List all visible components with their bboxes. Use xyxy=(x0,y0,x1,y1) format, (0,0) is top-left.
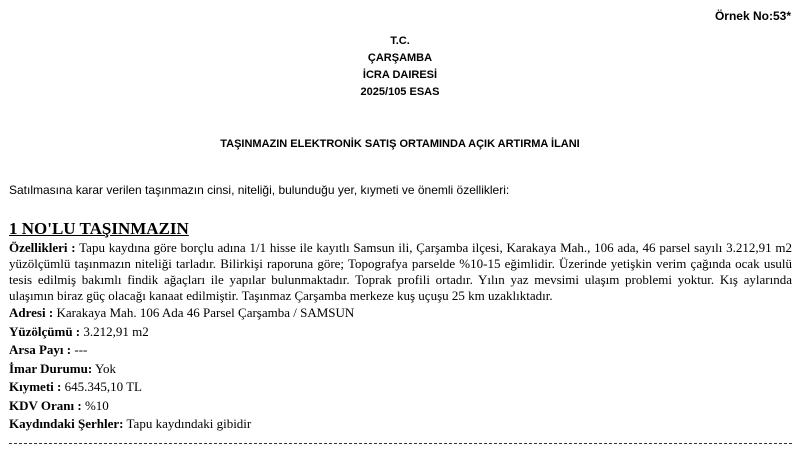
field-value: --- xyxy=(71,342,88,357)
features-label: Özellikleri : xyxy=(9,240,76,255)
header-line-case-no: 2025/105 ESAS xyxy=(360,86,440,98)
property-section xyxy=(9,219,792,434)
field-vat-rate xyxy=(9,397,792,416)
field-area xyxy=(9,323,792,342)
header-line-city: ÇARŞAMBA xyxy=(367,52,433,64)
field-value: Tapu kaydındaki gibidir xyxy=(123,416,252,431)
property-features xyxy=(9,240,792,304)
field-label: KDV Oranı : xyxy=(9,397,82,413)
field-value: 3.212,91 m2 xyxy=(80,323,149,339)
field-label: İmar Durumu: xyxy=(9,360,93,376)
field-zoning xyxy=(9,360,792,379)
field-value: Karakaya Mah. 106 Ada 46 Parsel Çarşamba / SAMSUN xyxy=(53,305,355,320)
field-address xyxy=(9,304,792,323)
field-value: Yok xyxy=(92,360,117,376)
field-land-share xyxy=(9,341,792,360)
field-label: Kıymeti : xyxy=(9,379,62,394)
field-value: %10 xyxy=(81,397,109,413)
sample-number: Örnek No:53* xyxy=(714,9,791,23)
field-label: Arsa Payı : xyxy=(9,342,72,357)
field-label: Adresi : xyxy=(9,305,54,320)
court-header xyxy=(0,33,800,101)
field-value-amount xyxy=(9,378,792,397)
field-value: 645.345,10 TL xyxy=(61,379,142,394)
features-text: Tapu kaydına göre borçlu adına 1/1 hisse ile kayıtlı Samsun ili, Çarşamba ilçesi, Karakaya Mah., 106 ada, 46 parsel sayılı 3.212,91 m2 yüzölçümlü taşınmazın niteliği tarladır. Bilirkişi raporuna göre; Topografya parselde %10-15 eğimlidir. Üzerinde yetişkin verim çağında ocak usulü tesis edilmiş bakımlı findik ağaçları ile yapılar bulunmaktadır. Toprak profili ortadır. Yılın yaz mevsimi ulaşım problemi yoktur. Kış aylarında ulaşımın biraz güç olacağı kanaat edilmiştir. Taşınmaz Çarşamba merkeze kuş uçuşu 25 km uzaklıktadır. xyxy=(9,240,792,303)
property-title: 1 NO'LU TAŞINMAZIN xyxy=(9,219,189,238)
intro-text: Satılmasına karar verilen taşınmazın cinsi, niteliği, bulunduğu yer, kıymeti ve önemli özellikleri: xyxy=(9,183,510,197)
field-label: Kaydındaki Şerhler: xyxy=(9,416,124,431)
header-line-tc: T.C. xyxy=(390,35,410,47)
field-annotations xyxy=(9,415,792,434)
header-line-office: İCRA DAIRESİ xyxy=(362,69,438,81)
section-divider xyxy=(9,443,792,444)
notice-title: TAŞINMAZIN ELEKTRONİK SATIŞ ORTAMINDA AÇIK ARTIRMA İLANI xyxy=(220,138,580,150)
field-label: Yüzölçümü : xyxy=(9,323,81,339)
